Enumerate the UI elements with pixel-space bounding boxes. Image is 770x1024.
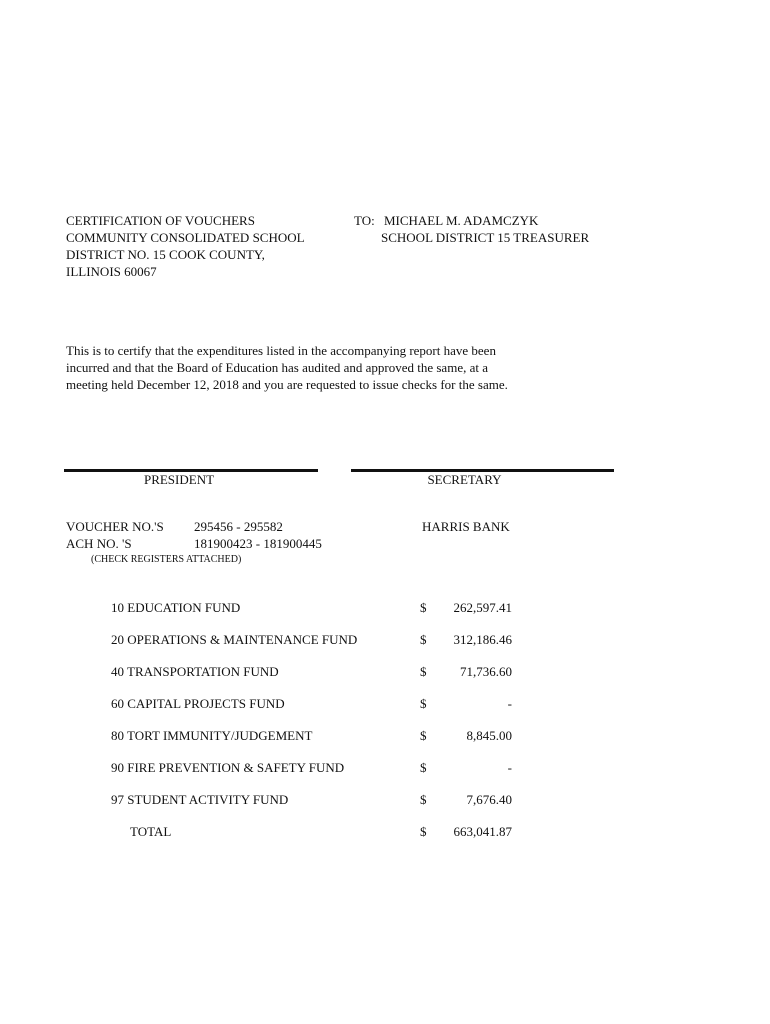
header-line: COMMUNITY CONSOLIDATED SCHOOL xyxy=(66,230,305,245)
header-line: ILLINOIS 60067 xyxy=(66,264,157,279)
recipient-title: SCHOOL DISTRICT 15 TREASURER xyxy=(381,230,590,245)
fund-currency: $ xyxy=(420,728,427,743)
fund-currency: $ xyxy=(420,792,427,807)
voucher-label: VOUCHER NO.'S xyxy=(66,519,164,534)
certification-paragraph xyxy=(66,343,626,394)
fund-currency: $ xyxy=(420,632,427,647)
fund-name: 40 TRANSPORTATION FUND xyxy=(111,664,279,679)
voucher-range: 295456 - 295582 xyxy=(194,519,283,534)
total-amount: 663,041.87 xyxy=(453,824,512,839)
ach-range: 181900423 - 181900445 xyxy=(194,536,322,551)
fund-amount: 312,186.46 xyxy=(453,632,512,647)
bank-name: HARRIS BANK xyxy=(422,519,510,534)
fund-name: 80 TORT IMMUNITY/JUDGEMENT xyxy=(111,728,313,743)
to-label: TO: xyxy=(354,213,375,228)
fund-name: 97 STUDENT ACTIVITY FUND xyxy=(111,792,289,807)
president-label: PRESIDENT xyxy=(143,472,215,487)
certification-line: meeting held December 12, 2018 and you are requested to issue checks for the same. xyxy=(66,377,508,392)
total-label: TOTAL xyxy=(130,824,172,839)
fund-amount: 8,845.00 xyxy=(466,728,512,743)
fund-currency: $ xyxy=(420,600,427,615)
fund-amount: 7,676.40 xyxy=(466,792,512,807)
fund-amount: - xyxy=(507,696,512,711)
fund-amount: - xyxy=(507,760,512,775)
fund-name: 90 FIRE PREVENTION & SAFETY FUND xyxy=(111,760,345,775)
recipient-block xyxy=(354,213,589,247)
header-line: CERTIFICATION OF VOUCHERS xyxy=(66,213,255,228)
fund-amount: 262,597.41 xyxy=(453,600,512,615)
header-line: DISTRICT NO. 15 COOK COUNTY, xyxy=(66,247,265,262)
fund-name: 60 CAPITAL PROJECTS FUND xyxy=(111,696,285,711)
certification-line: This is to certify that the expenditures listed in the accompanying report have been xyxy=(66,343,496,358)
recipient-name: MICHAEL M. ADAMCZYK xyxy=(383,213,539,228)
check-registers-note: (CHECK REGISTERS ATTACHED) xyxy=(91,554,242,565)
fund-currency: $ xyxy=(420,760,427,775)
district-header xyxy=(66,213,305,281)
fund-name: 10 EDUCATION FUND xyxy=(111,600,241,615)
ach-label: ACH NO. 'S xyxy=(66,536,132,551)
certification-line: incurred and that the Board of Education has audited and approved the same, at a xyxy=(66,360,488,375)
fund-name: 20 OPERATIONS & MAINTENANCE FUND xyxy=(111,632,358,647)
fund-amount: 71,736.60 xyxy=(460,664,512,679)
total-currency: $ xyxy=(420,824,427,839)
fund-currency: $ xyxy=(420,664,427,679)
fund-currency: $ xyxy=(420,696,427,711)
secretary-label: SECRETARY xyxy=(427,472,502,487)
